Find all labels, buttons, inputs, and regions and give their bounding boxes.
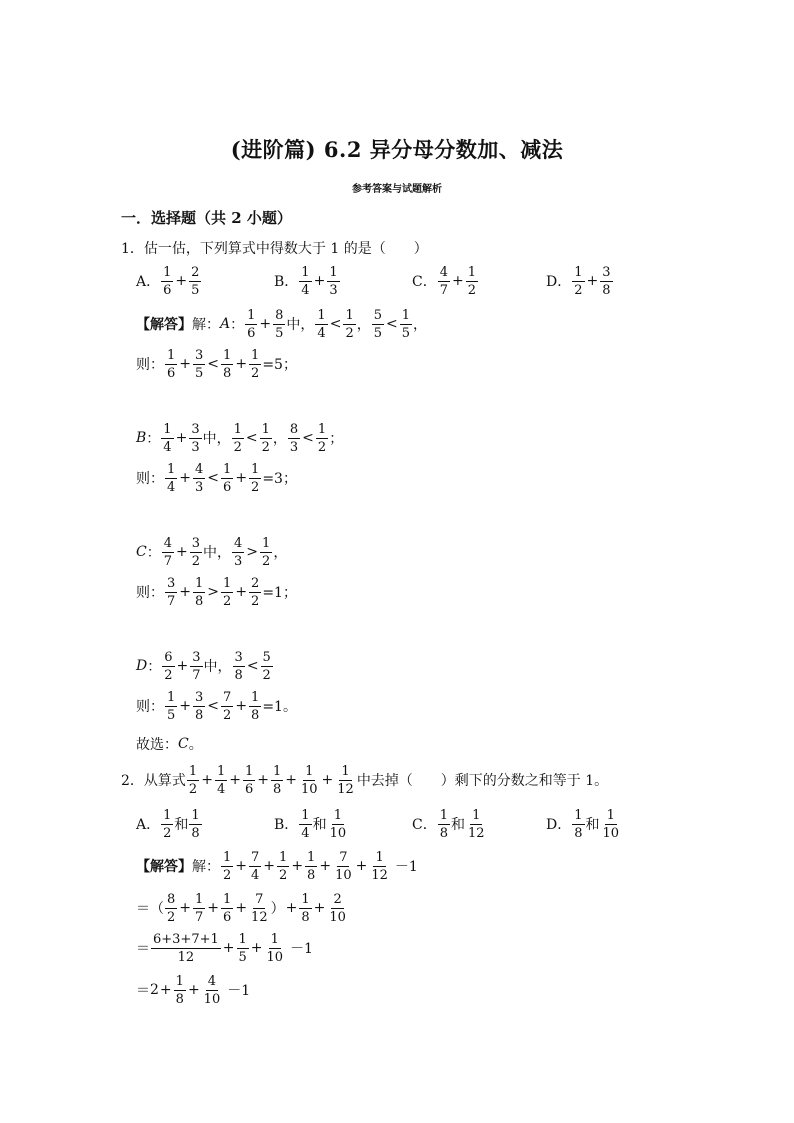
fraction: $\frac{1}{5}$	[401, 307, 411, 341]
q1-result-a: 则： $\frac{1}{6}$ + $\frac{3}{5}$ < $\frac{1}{8}$ + $\frac{1}{2}$ =5；	[136, 347, 297, 381]
fraction: $\frac{1}{3}$	[329, 264, 338, 298]
fraction: $\frac{4}{7}$	[439, 264, 448, 298]
fraction: $\frac{3}{3}$	[191, 421, 200, 455]
q2-option-d: D． $\frac{1}{8}$ 和 $\frac{1}{10}$	[546, 807, 620, 841]
q2-option-c: C． $\frac{1}{8}$ 和 $\frac{1}{12}$	[412, 807, 485, 841]
fraction: $\frac{1}{12}$	[468, 807, 485, 841]
fraction: $\frac{1}{6}$	[223, 461, 232, 495]
fraction: $\frac{1}{2}$	[467, 264, 477, 298]
fraction: $\frac{1}{10}$	[602, 807, 620, 841]
q1-option-b: B． $\frac{1}{4}$ + $\frac{1}{3}$	[274, 264, 338, 298]
fraction: $\frac{5}{2}$	[262, 649, 271, 683]
page-subtitle: 参考答案与试题解析	[352, 184, 442, 195]
q1-final-answer: 故选： C 。	[136, 736, 203, 753]
q1-option-c: C． $\frac{4}{7}$ + $\frac{1}{2}$	[412, 264, 477, 298]
fraction: $\frac{1}{2}$	[261, 421, 270, 455]
section-heading: 一．选择题（共 2 小题）	[121, 209, 292, 227]
fraction: $\frac{8}{2}$	[167, 891, 176, 925]
fraction: $\frac{5}{5}$	[373, 307, 382, 341]
q2-option-a: A． $\frac{1}{2}$ 和 $\frac{1}{8}$	[136, 807, 200, 841]
fraction: $\frac{1}{7}$	[195, 891, 204, 925]
q1-option-d: D． $\frac{1}{2}$ + $\frac{3}{8}$	[546, 264, 611, 298]
fraction: $\frac{6}{2}$	[164, 649, 173, 683]
fraction: $\frac{1}{8}$	[223, 347, 232, 381]
q1-solution-d: D ： $\frac{6}{2}$ + $\frac{3}{7}$ 中， $\frac{3}{8}$ < $\frac{5}{2}$	[136, 649, 271, 683]
q1-result-c: 则： $\frac{3}{7}$ + $\frac{1}{8}$ > $\frac{1}{2}$ + $\frac{2}{2}$ =1；	[136, 575, 297, 609]
fraction: $\frac{1}{8}$	[439, 807, 448, 841]
fraction: $\frac{7}{10}$	[335, 849, 352, 883]
fraction: $\frac{1}{8}$	[195, 575, 204, 609]
q2-stem: 2．从算式 $\frac{1}{2}$ + $\frac{1}{4}$ + $\frac{1}{6}$ + $\frac{1}{8}$ + $\frac{1}{10}$ + $\frac{1}{12}$ 中去掉（ ）剩下的分数之和等于 1。	[121, 763, 609, 797]
fraction: $\frac{1}{2}$	[262, 535, 271, 569]
q1-result-b: 则： $\frac{1}{4}$ + $\frac{4}{3}$ < $\frac{1}{6}$ + $\frac{1}{2}$ =3；	[136, 461, 297, 495]
fraction: $\frac{1}{2}$	[233, 421, 242, 455]
fraction: $\frac{1}{4}$	[301, 807, 310, 841]
fraction: $\frac{1}{8}$	[191, 807, 200, 841]
fraction: $\frac{8}{5}$	[275, 307, 284, 341]
fraction: $\frac{3}{2}$	[191, 535, 201, 569]
fraction: $\frac{8}{3}$	[289, 421, 299, 455]
fraction: $\frac{3}{7}$	[192, 649, 201, 683]
fraction: $\frac{1}{8}$	[307, 849, 316, 883]
fraction: $\frac{2}{10}$	[329, 891, 346, 925]
fraction: $\frac{1}{2}$	[279, 849, 288, 883]
fraction: $\frac{1}{4}$	[317, 307, 326, 341]
fraction: $\frac{1}{8}$	[301, 891, 310, 925]
fraction: $\frac{4}{10}$	[203, 973, 221, 1007]
fraction: $\frac{1}{8}$	[574, 807, 583, 841]
fraction: $\frac{6+3+7+1}{12}$	[153, 931, 219, 965]
q1-option-a: A． $\frac{1}{6}$ + $\frac{2}{5}$	[136, 264, 200, 298]
fraction: $\frac{1}{6}$	[167, 347, 176, 381]
fraction: $\frac{3}{5}$	[195, 347, 204, 381]
page-title: (进阶篇) 6.2 异分母分数加、减法	[230, 137, 564, 162]
q1-solution-c: C ： $\frac{4}{7}$ + $\frac{3}{2}$ 中， $\frac{4}{3}$ > $\frac{1}{2}$ ，	[136, 535, 288, 569]
fraction: $\frac{2}{2}$	[251, 575, 260, 609]
fraction: $\frac{1}{10}$	[300, 763, 318, 797]
fraction: $\frac{4}{3}$	[234, 535, 243, 569]
fraction: $\frac{1}{2}$	[251, 347, 260, 381]
fraction: $\frac{1}{6}$	[247, 307, 256, 341]
q2-option-b: B． $\frac{1}{4}$ 和 $\frac{1}{10}$	[274, 807, 347, 841]
fraction: $\frac{1}{4}$	[216, 763, 226, 797]
fraction: $\frac{3}{8}$	[602, 264, 611, 298]
fraction: $\frac{7}{4}$	[251, 849, 260, 883]
fraction: $\frac{1}{4}$	[167, 461, 176, 495]
fraction: $\frac{1}{2}$	[251, 461, 260, 495]
fraction: $\frac{1}{2}$	[223, 575, 232, 609]
fraction: $\frac{3}{7}$	[167, 575, 176, 609]
q1-result-d: 则： $\frac{1}{5}$ + $\frac{3}{8}$ < $\frac{7}{2}$ + $\frac{1}{8}$ =1。	[136, 689, 297, 723]
fraction: $\frac{2}{5}$	[191, 264, 200, 298]
fraction: $\frac{1}{2}$	[223, 849, 232, 883]
fraction: $\frac{1}{6}$	[163, 264, 172, 298]
fraction: $\frac{1}{6}$	[223, 891, 232, 925]
fraction: $\frac{1}{12}$	[337, 763, 354, 797]
fraction: $\frac{1}{2}$	[574, 264, 583, 298]
fraction: $\frac{1}{5}$	[167, 689, 176, 723]
fraction: $\frac{1}{5}$	[238, 931, 247, 965]
fraction: $\frac{1}{4}$	[163, 421, 172, 455]
fraction: $\frac{1}{8}$	[175, 973, 184, 1007]
q2-solution-line3: ＝ $\frac{6+3+7+1}{12}$ + $\frac{1}{5}$ + $\frac{1}{10}$ －1	[136, 931, 313, 965]
fraction: $\frac{1}{10}$	[266, 931, 284, 965]
fraction: $\frac{3}{8}$	[234, 649, 243, 683]
fraction: $\frac{1}{2}$	[188, 763, 198, 797]
fraction: $\frac{1}{8}$	[251, 689, 260, 723]
q2-solution-line1: 【解答】 解： $\frac{1}{2}$ + $\frac{7}{4}$ + $\frac{1}{2}$ + $\frac{1}{8}$ + $\frac{7}{10}$ + $\frac{1}{12}$ －1	[136, 849, 418, 883]
fraction: $\frac{3}{8}$	[195, 689, 204, 723]
fraction: $\frac{7}{2}$	[223, 689, 232, 723]
fraction: $\frac{1}{2}$	[345, 307, 354, 341]
fraction: $\frac{7}{12}$	[251, 891, 268, 925]
q2-solution-line2: ＝（ $\frac{8}{2}$ + $\frac{1}{7}$ + $\frac{1}{6}$ + $\frac{7}{12}$ ） + $\frac{1}{8}$ + $\frac{2}{10}$	[136, 891, 346, 925]
fraction: $\frac{1}{2}$	[317, 421, 327, 455]
fraction: $\frac{4}{7}$	[163, 535, 172, 569]
fraction: $\frac{1}{6}$	[244, 763, 254, 797]
fraction: $\frac{1}{12}$	[371, 849, 388, 883]
fraction: $\frac{1}{4}$	[301, 264, 310, 298]
fraction: $\frac{1}{10}$	[329, 807, 347, 841]
fraction: $\frac{1}{8}$	[272, 763, 282, 797]
q1-stem: 1．估一估，下列算式中得数大于 1 的是（ ）	[121, 241, 428, 257]
q2-solution-line4: ＝ 2 + $\frac{1}{8}$ + $\frac{4}{10}$ －1	[136, 973, 251, 1007]
q1-solution-b: B ： $\frac{1}{4}$ + $\frac{3}{3}$ 中， $\frac{1}{2}$ < $\frac{1}{2}$ ， $\frac{8}{3}$ < $\frac{1}{2}$ ；	[136, 421, 344, 455]
fraction: $\frac{1}{2}$	[163, 807, 172, 841]
fraction: $\frac{4}{3}$	[195, 461, 204, 495]
q1-solution-a: 【解答】 解： A ： $\frac{1}{6}$ + $\frac{8}{5}$ 中， $\frac{1}{4}$ < $\frac{1}{2}$ ， $\frac{5}{5}$ < $\frac{1}{5}$ ，	[136, 307, 428, 341]
